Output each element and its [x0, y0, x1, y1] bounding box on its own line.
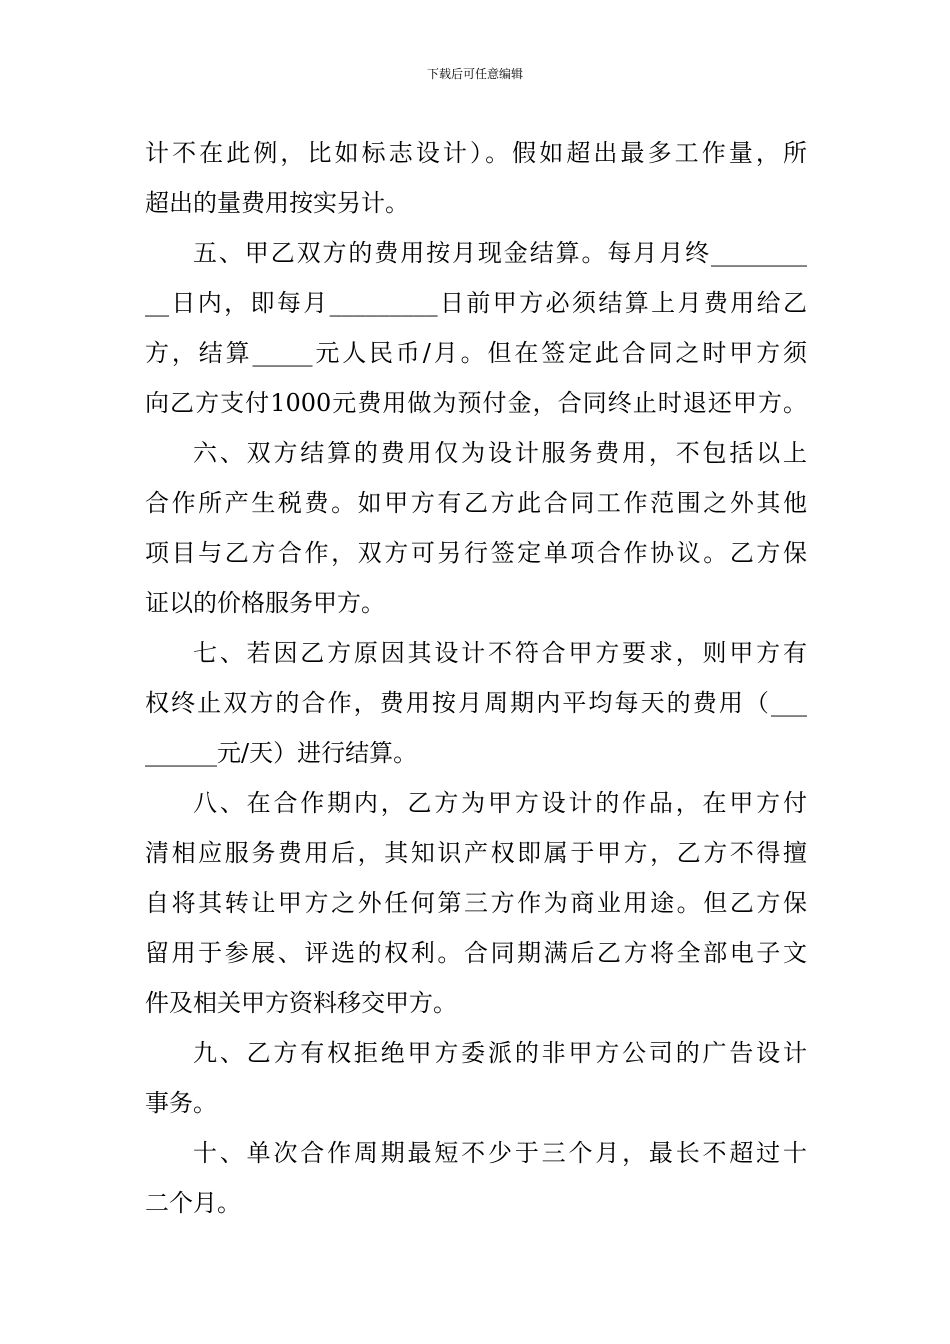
text-line: __日内，即每月_________日前甲方必须结算上月费用给乙 [145, 289, 807, 317]
text-line: 方，结算_____元人民币/月。但在签定此合同之时甲方须 [145, 339, 807, 367]
text-line: 超出的量费用按实另计。 [145, 189, 409, 217]
text-line: 件及相关甲方资料移交甲方。 [145, 989, 457, 1017]
contract-body [145, 128, 807, 1228]
text-line: 向乙方支付1000元费用做为预付金，合同终止时退还甲方。 [145, 389, 807, 417]
clause-eight-line: 八、在合作期内，乙方为甲方设计的作品，在甲方付 [193, 789, 807, 817]
clause-five-line: 五、甲乙双方的费用按月现金结算。每月月终________ [193, 239, 807, 267]
text-line: 项目与乙方合作，双方可另行签定单项合作协议。乙方保 [145, 539, 807, 567]
text-line: 计不在此例，比如标志设计）。假如超出最多工作量，所 [145, 139, 807, 167]
text-line: 自将其转让甲方之外任何第三方作为商业用途。但乙方保 [145, 889, 807, 917]
clause-seven-line: 七、若因乙方原因其设计不符合甲方要求，则甲方有 [193, 639, 807, 667]
text-line: 清相应服务费用后，其知识产权即属于甲方，乙方不得擅 [145, 839, 807, 867]
clause-six-line: 六、双方结算的费用仅为设计服务费用，不包括以上 [193, 439, 807, 467]
clause-ten-line: 十、单次合作周期最短不少于三个月，最长不超过十 [193, 1139, 807, 1167]
text-line: ______元/天）进行结算。 [145, 739, 418, 767]
clause-nine-line: 九、乙方有权拒绝甲方委派的非甲方公司的广告设计 [193, 1039, 807, 1067]
text-line: 事务。 [145, 1089, 217, 1117]
text-line: 二个月。 [145, 1189, 241, 1217]
text-line: 留用于参展、评选的权利。合同期满后乙方将全部电子文 [145, 939, 807, 967]
text-line: 权终止双方的合作，费用按月周期内平均每天的费用（___ [145, 689, 807, 717]
text-line: 证以的价格服务甲方。 [145, 589, 385, 617]
text-line: 合作所产生税费。如甲方有乙方此合同工作范围之外其他 [145, 489, 807, 517]
page-header-note: 下载后可任意编辑 [426, 67, 523, 81]
